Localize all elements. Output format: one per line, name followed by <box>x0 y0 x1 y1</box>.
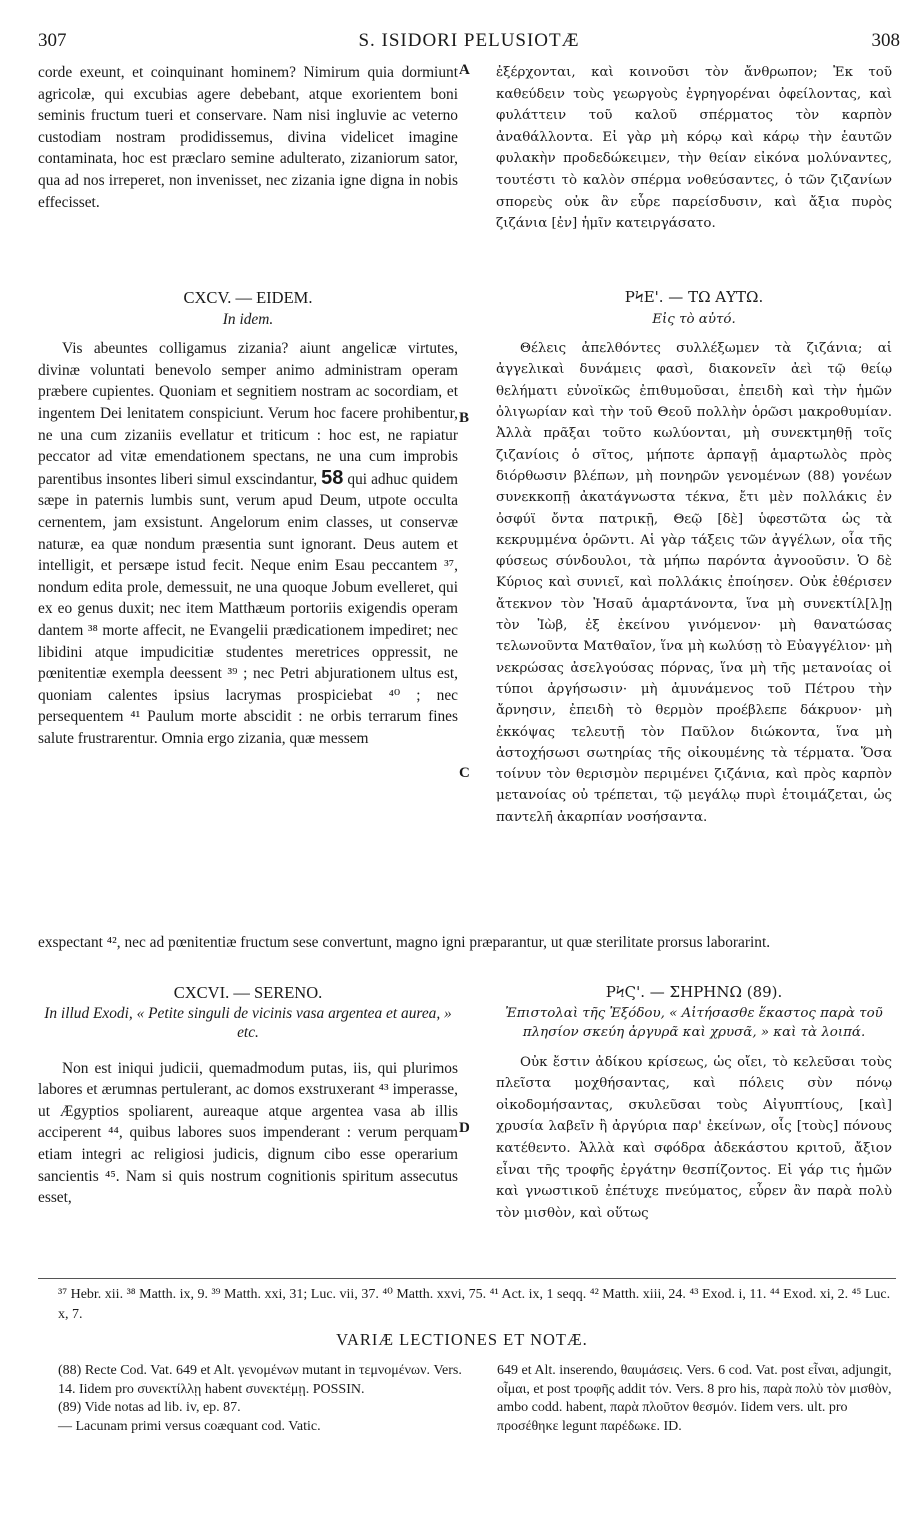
greek-subheading-195: Εἰς τὸ αὐτό. <box>652 311 736 327</box>
margin-letter-b: B <box>459 410 470 426</box>
running-title: S. ISIDORI PELUSIOTÆ <box>358 30 580 51</box>
latin-subheading-195: In idem. <box>222 310 274 328</box>
greek-heading-196: ΡϞϚ'. — ΣΗΡΗΝΩ (89). <box>605 983 783 1001</box>
latin-body-196: Non est iniqui judicii, quemadmodum putas, iis, qui plurimos labores et ærumnas pertulerant, ac domos exstruxerant ⁴³ imperasse, ut Ægyptios spoliarent, aureaque atque argentea vasa ab illis acciperent ⁴⁴, quibus labores suos impenderant : verum perquam etiam integri ac religiosi judicis, dignum cibo esse operarium sancientis ⁴⁵. Nam si quis nostrum cognitionis spiritum assecutus esset, <box>38 1059 458 1207</box>
notes-right-column <box>497 1362 897 1436</box>
greek-body-196: Οὐκ ἔστιν ἀδίκου κρίσεως, ὡς οἴει, τὸ κελεῦσαι τοὺς πλεῖστα μοχθήσαντας, καὶ πόλεις σὺν πόνῳ οἰκοδομήσαντας, σκυλεῦσαι τοὺς Αἰγυπτίους, [καὶ] χρυσία λαβεῖν ἢ ἀργύρια παρ' ἐκείνων, οἷς [τοὺς] πόνους κατέθεντο. Ἀλλὰ καὶ σφόδρα ἀδεκάστου κριτοῦ, ἄξιον εἶναι τῆς τροφῆς ἐργάτην θεσπίζοντος. Εἰ γάρ τις ἡμῶν καὶ γνωστικοῦ ἐπέτυχε πνεύματος, εὗρεν ἂν παρὰ πολὺ τὸν μισθὸν, καὶ οὕτως <box>496 1054 892 1221</box>
latin-body-195-part1: Vis abeuntes colligamus zizania? aiunt angelicæ virtutes, divinæ voluntati benevolo semper animo administram operam præbere cupientes. Quoniam et segnitiem nostram ac socordiam, et ingentem Dei lenitatem conspiciunt. Verum hoc facere prohibentur, ne una cum zizaniis evellatur et triticum : hoc est, ne rapiatur peccator ad vitæ emendationem spectans, ne una cum improbis parentibus insontes liberi simul exscindantur, <box>38 340 458 488</box>
note-89: (89) Vide notas ad lib. iv, ep. 87. <box>58 1400 241 1415</box>
greek-column-top <box>496 62 892 235</box>
column-number: 58 <box>321 466 344 489</box>
greek-continuation: ἐξέρχονται, καὶ κοινοῦσι τὸν ἄνθρωπον; Ἐκ τοῦ καθεύδειν τοὺς γεωργοὺς ἐγρηγορέναι ὀφείλοντας, καὶ φυλάττειν τοῦ καλοῦ σπέρματος τὸν καρπὸν ἀναθάλλοντα. Εἰ γὰρ μὴ κόρῳ καὶ κάρῳ τὴν ἑαυτῶν φυλακὴν προδεδώκειμεν, τὴν θείαν εἰκόνα μολύναντες, τουτέστι τὸ καλὸν σπέρμα νοθεύσαντες, ὁ τῶν ζιζανίων σπορεὺς οὐκ ἂν εὗρε παρείσδυσιν, καὶ ἄξια πυρὸς ζιζάνια [ἐν] ἡμῖν κατειργάσατο. <box>496 65 892 232</box>
left-page-number: 307 <box>38 30 67 51</box>
margin-letter-d: D <box>459 1120 470 1136</box>
latin-body-195-part2: qui adhuc quidem sæpe in paternis lumbis sunt, verum apud Deum, utpote occulta cernentem, jam exsistunt. Angelorum enim classes, ut conservæ naturæ, ea quæ nondum præsentia sunt ignorant. Deus autem et intelligit, et persæpe istud fecit. Neque enim Esau peccantem ³⁷, nondum edita prole, demessuit, ne una quoque Jobum evelleret, qui ex eo genus duxit; nec item Matthæum portoriis exigendis operam dantem ³⁸ morte affecit, ne Evangelii prædicationem impediret; nec libidini atque impudicitiæ studentes meretrices oppressit, ne pœnitentiæ exempla deessent ³⁹ ; nec Petri abjurationem ultus est, quoniam calentes ipsius lacrymas prospiciebat ⁴⁰ ; nec persequentem ⁴¹ Paulum morte abscidit : ne orbis terrarum fines salute frustrarentur. Omnia ergo zizania, quæ messem <box>38 470 458 747</box>
greek-subheading-196: Ἐπιστολαὶ τῆς Ἐξόδου, « Αἰτήσασθε ἕκαστος παρὰ τοῦ πλησίον σκεύη ἀργυρᾶ καὶ χρυσᾶ, » καὶ τὰ λοιπά. <box>505 1005 883 1040</box>
latin-subheading-196: In illud Exodi, « Petite singuli de vicinis vasa argentea et aurea, » etc. <box>44 1004 452 1041</box>
note-continuation: 649 et Alt. inserendo, θαυμάσεις. Vers. 6 cod. Vat. post εἶναι, adjungit, οἶμαι, et post τροφῆς addit τόν. Vers. 8 pro his, παρὰ πολὺ τὸν μισθὸν, ambo codd. habent, παρὰ πλοῦτον θεσμόν. Iidem vers. ult. pro προσέθηκε legunt παρέδωκε. ID. <box>497 1363 892 1434</box>
variae-lectiones-heading: VARIÆ LECTIONES ET NOTÆ. <box>336 1330 588 1349</box>
latin-heading-195: CXCV. — EIDEM. <box>183 288 313 307</box>
latin-column-top <box>38 62 458 213</box>
latin-letter-195 <box>38 277 458 749</box>
greek-letter-196 <box>496 972 892 1224</box>
note-lacuna: — Lacunam primi versus coæquant cod. Vatic. <box>58 1418 321 1434</box>
greek-letter-195 <box>496 277 892 828</box>
running-header <box>38 30 900 56</box>
footnote-rule <box>38 1278 896 1279</box>
greek-body-195: Θέλεις ἀπελθόντες συλλέξωμεν τὰ ζιζάνια; αἱ ἀγγελικαὶ δυνάμεις φασὶ, διακονεῖν ἀεὶ τῷ θείῳ θελήματι εὐνοϊκῶς ἐπιθυμοῦσαι, ἐπειδὴ καὶ τὴν ἡμῶν ὀλιγωρίαν καὶ τὴν τοῦ Θεοῦ πολλὴν ὁρῶσι μακροθυμίαν. Ἀλλὰ πρᾶξαι τοῦτο κωλύονται, μὴ συνεκτμηθῇ τοῖς ζιζανίοις ὁ σῖτος, μήποτε ἁρπαγῇ ἁμαρτωλὸς πρὸς διόρθωσιν βλέπων, μὴ πονηρῶν γενομένων (88) γονέων συνεκκοπῇ ἀκατάγνωστα τέκνα, ἔτι μὲν πολλάκις ἐν ὀσφύϊ ὄντα πατρικῇ, Θεῷ [δὲ] ὑφεστῶτα ὡς τὰ κεκρυμμένα ὁρῶντι. Αἱ γὰρ τάξεις τῶν ἀγγέλων, οἷα τῆς φύσεως σύνδουλοι, τὰ μήπω παρόντα ἀγνοοῦσιν. Ὁ δὲ Κύριος καὶ συνιεῖ, καὶ πολλάκις ἐποίησεν. Οὐκ ἐθέρισεν ἄτεκνον τὸν Ἠσαῦ ἁμαρτάνοντα, ἵνα μὴ συνεκτίλ[λ]ῃ τὸν Ἰὼβ, ἐξ ἐκείνου γινόμενον· μὴ θανατώσας τελωνοῦντα Ματθαῖον, ἵνα μὴ κωλύσῃ τὸ Εὐαγγέλιον· μὴ νεκρώσας ἀσελγούσας πόρνας, ἵνα μὴ τῆς μετανοίας οἱ τύποι ἀργήσωσιν· μὴ ἀμυνάμενος τοῦ Πέτρου τὴν ἄρνησιν, ἐπειδὴ τὸ θερμὸν προέβλεπε δάκρυον· μὴ ἐκκόψας τελευτῇ τὸν Παῦλον διώκοντα, ἵνα μὴ ἀστοχήσωσι σωτηρίας τῆς οἰκουμένης τὰ τέρματα. Ὅσα τοίνυν τὸν θερισμὸν περιμένει ζιζάνια, καὶ πρὸς καρπὸν μετανοίας οὐ τρέπεται, τῷ μεγάλῳ πυρὶ ἑτοιμάζεται, ὡς παντελῆ ἀκαρπίαν νοσήσαντα. <box>496 341 892 825</box>
scripture-footnotes: ³⁷ Hebr. xii. ³⁸ Matth. ix, 9. ³⁹ Matth. xxi, 31; Luc. vii, 37. ⁴⁰ Matth. xxvi, 75. ⁴¹ Act. ix, 1 seqq. ⁴² Matth. xiii, 24. ⁴³ Exod. i, 11. ⁴⁴ Exod. xi, 2. ⁴⁵ Luc. x, 7. <box>58 1287 891 1322</box>
full-width-line: exspectant ⁴², nec ad pœnitentiæ fructum sese convertunt, magno igni præparantur, ut quæ sterilitate prorsus laborarint. <box>38 934 771 951</box>
latin-continuation: corde exeunt, et coinquinant hominem? Nimirum quia dormiunt agricolæ, qui excubias agere debebant, atque exorientem boni seminis fructum tueri et conservare. Nam nisi ingluvie ac veterno custodiam nostram prodidissemus, divina videlicet imagine contaminata, hoc est præclaro semine adulterato, zizaniorum sator, qua ad nos irreperet, non invenisset, nec zizania igne digna in nobis effecisset. <box>38 64 458 211</box>
margin-letter-c: C <box>459 765 470 781</box>
right-page-number: 308 <box>871 30 900 51</box>
margin-letter-a: A <box>459 62 470 78</box>
notes-left-column <box>58 1362 466 1436</box>
latin-body-195 <box>38 338 458 749</box>
latin-letter-196 <box>38 972 458 1209</box>
note-88: (88) Recte Cod. Vat. 649 et Alt. γενομένων mutant in τεμνομένων. Vers. 14. Iidem pro συνεκτίλλῃ habent συνεκτέμῃ. POSSIN. <box>58 1363 462 1397</box>
latin-heading-196: CXCVI. — SERENO. <box>173 983 323 1002</box>
greek-heading-195: ΡϞΕ'. — ΤΩ ΑΥΤΩ. <box>624 288 764 306</box>
